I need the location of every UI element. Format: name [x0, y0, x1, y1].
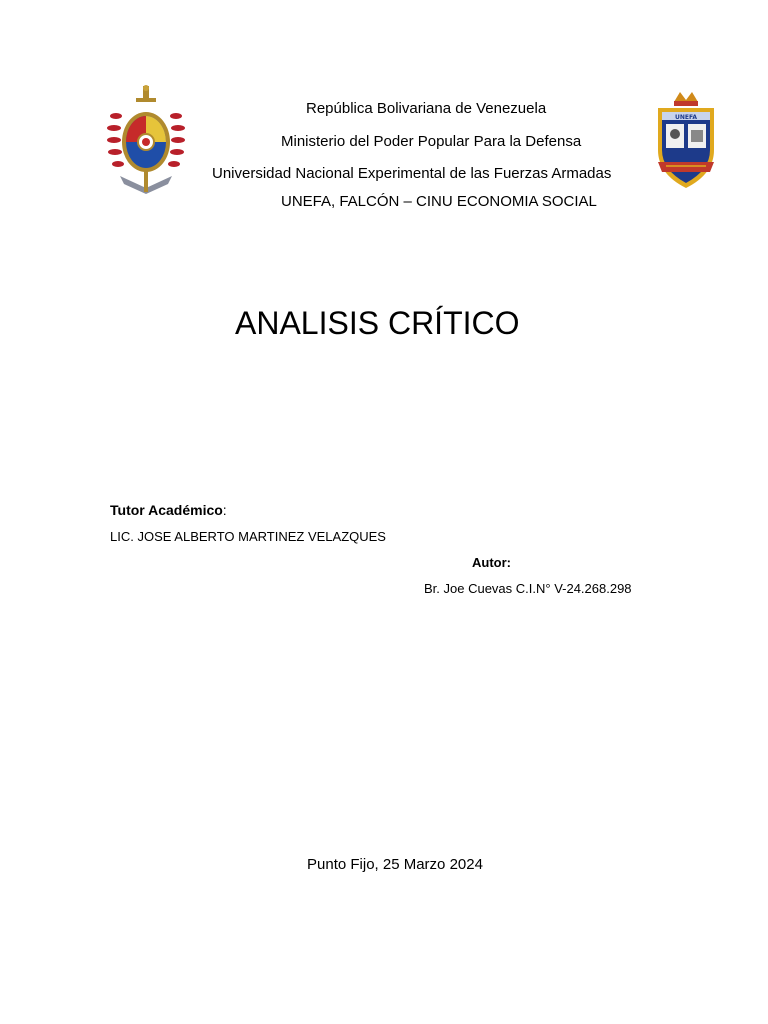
tutor-label: Tutor Académico — [110, 502, 223, 518]
coat-of-arms-logo — [106, 84, 186, 198]
document-title: ANALISIS CRÍTICO — [235, 305, 520, 341]
header-university: Universidad Nacional Experimental de las Fuerzas Armadas — [212, 165, 612, 182]
tutor-name: LIC. JOSE ALBERTO MARTINEZ VELAZQUES — [110, 529, 386, 544]
unefa-shield-logo — [654, 88, 718, 192]
header-country: República Bolivariana de Venezuela — [306, 100, 547, 117]
author-name: Br. Joe Cuevas C.I.N° V-24.268.298 — [424, 581, 632, 596]
tutor-label-suffix: : — [222, 502, 227, 518]
tutor-heading — [110, 502, 227, 518]
author-label: Autor: — [472, 555, 511, 570]
place-and-date: Punto Fijo, 25 Marzo 2024 — [307, 856, 483, 873]
svg-text:UNEFA: UNEFA — [674, 114, 698, 121]
header-ministry: Ministerio del Poder Popular Para la Defensa — [281, 133, 582, 150]
header-campus: UNEFA, FALCÓN – CINU ECONOMIA SOCIAL — [281, 193, 597, 210]
